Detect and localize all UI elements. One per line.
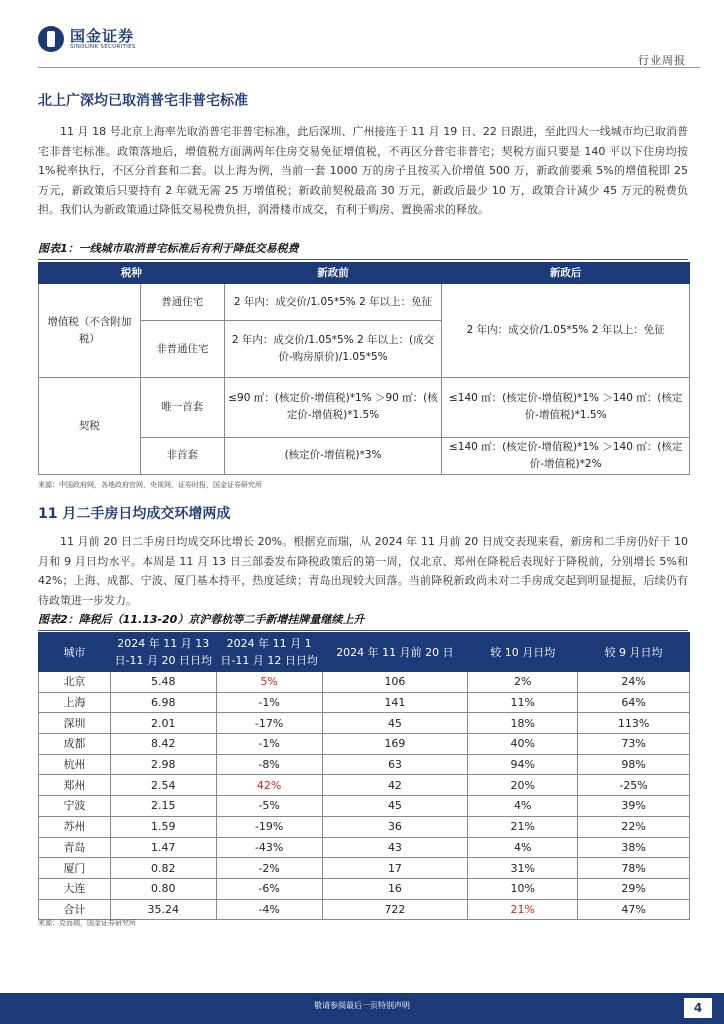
value-cell: 35.24 [110,899,216,920]
header-divider [38,67,700,68]
table-row [39,284,690,321]
deed-nonfirst-after: ≤140 ㎡：(核定价-增值税)*1% ＞140 ㎡：(核定价-增值税)*2% [442,437,690,474]
value-cell: 16 [322,878,468,899]
value-cell: 8.42 [110,734,216,755]
city-cell: 厦门 [39,858,111,879]
value-cell: 4% [468,796,578,817]
value-cell: -17% [216,713,322,734]
value-cell: 6.98 [110,692,216,713]
figure2-source: 来源：克而瑞，国金证券研究所 [38,919,136,927]
value-cell: 36 [322,816,468,837]
table-row [39,796,690,817]
header-first-20days: 2024 年 11 月前 20 日 [322,633,468,672]
value-cell: 113% [578,713,690,734]
deed-first-after: ≤140 ㎡：(核定价-增值税)*1% ＞140 ㎡：(核定价-增值税)*1.5% [442,378,690,438]
table-row [39,816,690,837]
value-cell: 73% [578,734,690,755]
header-vs-oct: 较 10 月日均 [468,633,578,672]
table-row [39,713,690,734]
value-cell: 0.80 [110,878,216,899]
value-cell: 78% [578,858,690,879]
value-cell: 141 [322,692,468,713]
table-row [39,837,690,858]
table-row [39,878,690,899]
value-cell: 17 [322,858,468,879]
vat-regular-label: 普通住宅 [140,284,224,321]
table-header-row [39,263,690,284]
value-cell: 10% [468,878,578,899]
value-cell: 47% [578,899,690,920]
header-before: 新政前 [224,263,442,284]
deed-first-label: 唯一首套 [140,378,224,438]
value-cell: -2% [216,858,322,879]
company-logo [38,26,136,52]
value-cell: -25% [578,775,690,796]
city-cell: 苏州 [39,816,111,837]
header-before-cut: 2024 年 11 月 1 日-11 月 12 日日均 [216,633,322,672]
figure1-title: 图表1：一线城市取消普宅标准后有利于降低交易税费 [38,240,688,260]
value-cell: 42 [322,775,468,796]
value-cell: 22% [578,816,690,837]
city-cell: 郑州 [39,775,111,796]
value-cell: -1% [216,692,322,713]
city-cell: 宁波 [39,796,111,817]
value-cell: 42% [216,775,322,796]
tax-policy-table [38,262,690,475]
deed-first-before: ≤90 ㎡：(核定价-增值税)*1% ＞90 ㎡：(核定价-增值税)*1.5% [224,378,442,438]
deed-nonfirst-before: (核定价-增值税)*3% [224,437,442,474]
value-cell: 24% [578,672,690,693]
vat-label: 增值税（不含附加税） [39,284,141,378]
value-cell: 45 [322,796,468,817]
value-cell: -19% [216,816,322,837]
value-cell: -1% [216,734,322,755]
value-cell: 21% [468,899,578,920]
value-cell: -4% [216,899,322,920]
table-row [39,858,690,879]
value-cell: 1.47 [110,837,216,858]
value-cell: 0.82 [110,858,216,879]
logo-en-text: SINOLINK SECURITIES [70,44,136,50]
city-cell: 合计 [39,899,111,920]
value-cell: 43 [322,837,468,858]
secondhand-deals-table [38,632,690,920]
table-row [39,899,690,920]
value-cell: 5% [216,672,322,693]
value-cell: -5% [216,796,322,817]
figure1-source: 来源：中国政府网，各地政府官网，央视网，证券时报，国金证券研究所 [38,481,262,489]
value-cell: 5.48 [110,672,216,693]
city-cell: 成都 [39,734,111,755]
value-cell: 4% [468,837,578,858]
vat-nonregular-before: 2 年内：成交价/1.05*5% 2 年以上：(成交价-购房原价)/1.05*5% [224,321,442,378]
value-cell: 94% [468,754,578,775]
table-header-row [39,633,690,672]
header-after-cut: 2024 年 11 月 13 日-11 月 20 日日均 [110,633,216,672]
value-cell: 2.54 [110,775,216,796]
header-city: 城市 [39,633,111,672]
report-type: 行业周报 [638,54,686,67]
value-cell: 64% [578,692,690,713]
value-cell: 20% [468,775,578,796]
value-cell: 106 [322,672,468,693]
city-cell: 杭州 [39,754,111,775]
city-cell: 上海 [39,692,111,713]
section1-paragraph: 11 月 18 号北京上海率先取消普宅非普宅标准，此后深圳、广州接连于 11 月 19 日、22 日跟进，至此四大一线城市均已取消普宅非普宅标准。政策落地后，增值税方面满两年住房交易免征增值税，不再区分普宅非普宅；契税方面只要是 140 平以下住房均按 1%税率执行，不区分首套和二套。以上海为例，当前一套 1000 万的房子且按买入价增值 500 万，新政前要乘 5%的增值税即 25 万元，新政策后只要持有 2 年就无需 25 万增值税；新政前契税最高 30 万元，新政后最少 10 万，政策合计减少 45 万元的税费负担。我们认为新政策通过降低交易税费负担，润滑楼市成交，有利于购房、置换需求的释放。 [38,125,688,216]
value-cell: 722 [322,899,468,920]
figure2-title: 图表2：降税后（11.13-20）京沪蓉杭等二手新增挂牌量继续上升 [38,611,688,631]
value-cell: 1.59 [110,816,216,837]
value-cell: -6% [216,878,322,899]
city-cell: 大连 [39,878,111,899]
value-cell: 31% [468,858,578,879]
value-cell: 98% [578,754,690,775]
table-row [39,692,690,713]
value-cell: 39% [578,796,690,817]
value-cell: 38% [578,837,690,858]
table-row [39,734,690,755]
value-cell: 169 [322,734,468,755]
vat-regular-before: 2 年内：成交价/1.05*5% 2 年以上：免征 [224,284,442,321]
value-cell: 11% [468,692,578,713]
table-row [39,378,690,438]
value-cell: 2.15 [110,796,216,817]
table-row [39,775,690,796]
section2-paragraph: 11 月前 20 日二手房日均成交环比增长 20%。根据克而瑞，从 2024 年 11 月前 20 日成交表现来看，新房和二手房仍好于 10 月和 9 月日均水平。本周是 11 月 13 日三部委发布降税政策后的第一周，仅北京、郑州在降税后表现好于降税前，分别增长 5%和 42%；上海、成都、宁波、厦门基本持平，热度延续；青岛出现较大回落。当前降税新政尚未对二手房成交起到明显提振，后续仍有待政策进一步发力。 [38,535,688,607]
table-row [39,754,690,775]
footer-disclaimer: 敬请参阅最后一页特别声明 [314,1001,410,1010]
header-after: 新政后 [442,263,690,284]
value-cell: 2.98 [110,754,216,775]
logo-icon [38,26,64,52]
deed-label: 契税 [39,378,141,475]
value-cell: 2.01 [110,713,216,734]
value-cell: 40% [468,734,578,755]
value-cell: 21% [468,816,578,837]
city-cell: 北京 [39,672,111,693]
vat-nonregular-label: 非普通住宅 [140,321,224,378]
logo-cn-text: 国金证券 [70,27,135,45]
value-cell: -43% [216,837,322,858]
value-cell: 63 [322,754,468,775]
page-number: 4 [684,998,712,1018]
value-cell: 18% [468,713,578,734]
section2-title: 11 月二手房日均成交环增两成 [38,506,231,522]
city-cell: 深圳 [39,713,111,734]
deed-nonfirst-label: 非首套 [140,437,224,474]
section1-title: 北上广深均已取消普宅非普宅标准 [38,93,248,109]
table-row [39,672,690,693]
header-tax-type: 税种 [39,263,225,284]
value-cell: 29% [578,878,690,899]
vat-after: 2 年内：成交价/1.05*5% 2 年以上：免征 [442,284,690,378]
header-vs-sep: 较 9 月日均 [578,633,690,672]
city-cell: 青岛 [39,837,111,858]
value-cell: -8% [216,754,322,775]
value-cell: 45 [322,713,468,734]
value-cell: 2% [468,672,578,693]
